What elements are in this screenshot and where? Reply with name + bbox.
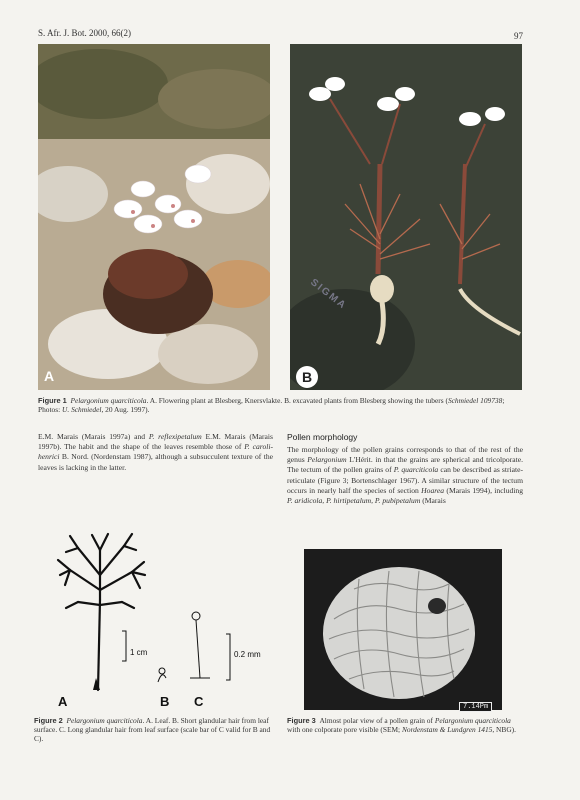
figure2-caption-label: Figure 2	[34, 716, 63, 725]
species-quarciticola: P. quarciticola	[393, 465, 439, 475]
section-heading-pollen-morphology: Pollen morphology	[287, 432, 358, 442]
right-text-span: (Marais	[420, 496, 446, 506]
figure1-caption-species: Pelargonium quarciticola	[70, 396, 147, 405]
figure1-panel-a-label: A	[44, 368, 55, 384]
figure3-caption-text-3: , NBG).	[492, 725, 516, 734]
figure1-caption	[38, 396, 524, 414]
figure2-caption-text: . A. Leaf. B. Short glandular hair from leaf surface. C. Long glandular hair from leaf surface (scale bar of C valid for B and C).	[34, 716, 271, 743]
figure3-caption	[287, 716, 523, 734]
page-number: 97	[514, 31, 523, 41]
figure2-label-a: A	[58, 694, 68, 709]
figure3-caption-label: Figure 3	[287, 716, 316, 725]
figure1-caption-text: . A. Flowering plant at Blesberg, Knersvlakte. B. excavated plants from Blesberg showing the tubers (	[146, 396, 448, 405]
right-text-span: can be described as striate-reticulate (Figure 3; Bortenschlager 1967). A similar structure of the tectum occurs in nearly half the species of section	[287, 465, 523, 495]
flowering-plant-image	[38, 44, 270, 390]
right-text-span: The morphology of the pollen grains corresponds to that of the rest of the genus	[287, 445, 523, 465]
figure3-sem-image	[304, 549, 502, 710]
figure1-panel-b-label: B	[296, 366, 318, 388]
genus-pelargonium: Pelargonium	[307, 455, 347, 465]
left-text-span: B. Nord. (Nordenstam 1987), although a subsucculent texture of the leaves is lacking in the latter.	[38, 452, 273, 472]
figure2-label-c: C	[194, 694, 204, 709]
scale-label-c: 0.2 mm	[234, 650, 261, 659]
figure1-caption-text-2: ; Photos:	[38, 396, 505, 414]
left-text-span: E.M. Marais (Marais 1997b). The habit and the shape of the leaves resemble those of	[38, 432, 273, 452]
species-reflexipetalum: P. reflexipetalum	[148, 432, 202, 441]
leaf-and-hairs-drawing	[40, 530, 280, 710]
figure3-caption-text-2: with one colporate pore visible (SEM;	[287, 725, 402, 734]
pollen-grain-image	[304, 549, 502, 710]
figure2-drawing	[40, 530, 280, 710]
figure1-photo-a	[38, 44, 270, 390]
figure2-caption	[34, 716, 274, 743]
right-text-span: (Marais 1994), including	[444, 485, 523, 495]
figure1-photo-b	[290, 44, 522, 390]
right-text-span: L'Hérit. in that the grains are spherical and tricolporate. The tectum of the pollen grains of	[287, 455, 523, 475]
figure3-caption-voucher: Nordenstam & Lundgren 1415	[401, 725, 493, 734]
short-hair-drawing	[158, 675, 166, 682]
figure3-caption-text: Almost polar view of a pollen grain of	[319, 716, 435, 725]
right-column-text	[287, 445, 523, 506]
species-caroli-henrici: P. caroli-henrici	[38, 442, 274, 462]
figure1-caption-voucher: Schmiedel 109738	[447, 396, 503, 405]
left-column-text	[38, 432, 273, 473]
scale-label-a: 1 cm	[130, 648, 148, 657]
species-list: P. aridicola, P. hirtipetalum, P. pubipetalum	[287, 496, 421, 506]
section-hoarea: Hoarea	[421, 485, 445, 495]
lens-cap-text: SIGMA	[308, 276, 349, 313]
long-hair-drawing	[196, 620, 200, 678]
excavated-plants-image	[290, 44, 522, 390]
figure1-caption-photographer: U. Schmiedel	[62, 405, 102, 414]
scale-bar-a	[122, 631, 126, 661]
journal-citation: S. Afr. J. Bot. 2000, 66(2)	[38, 28, 132, 38]
figure1-caption-label: Figure 1	[38, 396, 67, 405]
figure3-scale-bar: 7.14Pm	[459, 702, 492, 712]
figure2-caption-species: Pelargonium quarciticola	[66, 716, 143, 725]
figure2-label-b: B	[160, 694, 170, 709]
figure1-caption-text-3: , 20 Aug. 1997).	[101, 405, 150, 414]
figure3-caption-species: Pelargonium quarciticola	[434, 716, 511, 725]
left-text-span: E.M. Marais (Marais 1997a) and	[38, 432, 149, 441]
scale-bar-c	[226, 634, 230, 680]
leaf-drawing	[58, 534, 148, 690]
